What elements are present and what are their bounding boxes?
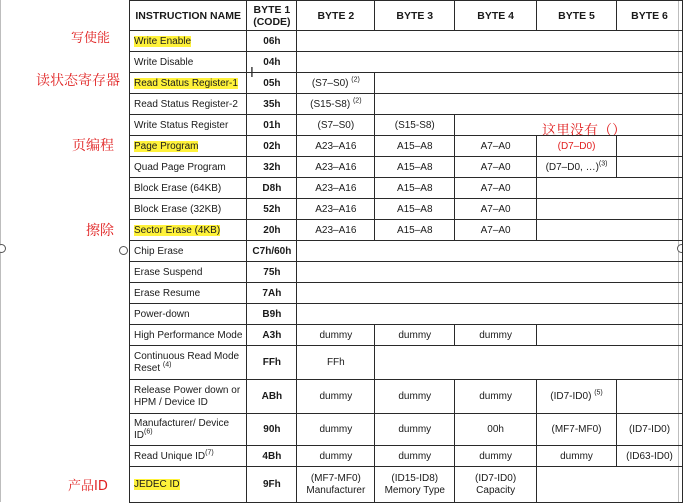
table-row [130, 283, 683, 304]
empty-byte-cell [375, 73, 683, 94]
code-cell: 90h [247, 414, 297, 446]
note-product-id: 产品ID [68, 479, 108, 494]
table-row [130, 31, 683, 52]
instruction-name-cell [130, 467, 247, 503]
instruction-name-cell [130, 346, 247, 380]
table-row [130, 325, 683, 346]
byte4-cell: dummy [455, 380, 537, 414]
instruction-name-cell [130, 136, 247, 157]
byte2-cell [297, 73, 375, 94]
table-row [130, 94, 683, 115]
byte2-cell: dummy [297, 325, 375, 346]
instruction-name-cell [130, 73, 247, 94]
byte3-cell: A15–A8 [375, 220, 455, 241]
code-cell: 4Bh [247, 446, 297, 467]
byte4-cell: A7–A0 [455, 136, 537, 157]
byte2-cell: A23–A16 [297, 199, 375, 220]
code-cell: 7Ah [247, 283, 297, 304]
byte2-cell: dummy [297, 414, 375, 446]
byte4-cell: A7–A0 [455, 178, 537, 199]
highlighted-name: Write Enable [134, 35, 192, 47]
header-row [130, 1, 683, 31]
byte3-cell: A15–A8 [375, 178, 455, 199]
instruction-name-cell: Write Disable [130, 52, 247, 73]
code-cell: 75h [247, 262, 297, 283]
table-row [130, 199, 683, 220]
code-cell: B9h [247, 304, 297, 325]
code-cell: 52h [247, 199, 297, 220]
byte3-cell: A15–A8 [375, 199, 455, 220]
table-row [130, 178, 683, 199]
resize-handle-left[interactable] [0, 244, 6, 253]
footnote-ref: (5) [594, 389, 603, 397]
byte2-cell: A23–A16 [297, 157, 375, 178]
header-byte1: BYTE 1 (CODE) [247, 1, 297, 31]
instruction-name-cell: Write Status Register [130, 115, 247, 136]
byte-value: (ID15-ID8) [391, 472, 439, 484]
instruction-name-cell [130, 446, 247, 467]
byte5-cell [537, 157, 617, 178]
instruction-name-cell: Chip Erase [130, 241, 247, 262]
byte5-cell [537, 380, 617, 414]
code-cell: C7h/60h [247, 241, 297, 262]
empty-byte-cell [455, 115, 683, 136]
table-row [130, 241, 683, 262]
byte-value: (D7–D0, …) [545, 161, 599, 173]
code-cell: 35h [247, 94, 297, 115]
table-row [130, 220, 683, 241]
table-row [130, 304, 683, 325]
header-byte4: BYTE 4 [455, 1, 537, 31]
byte3-cell [375, 467, 455, 503]
code-cell: FFh [247, 346, 297, 380]
byte6-cell: (ID7-ID0) [617, 414, 683, 446]
byte3-cell: dummy [375, 380, 455, 414]
highlighted-name: JEDEC ID [134, 479, 180, 490]
empty-byte-cell [537, 199, 683, 220]
table-row [130, 346, 683, 380]
footnote-ref: (6) [144, 428, 153, 436]
instruction-name-cell: Quad Page Program [130, 157, 247, 178]
byte6-cell [617, 157, 683, 178]
instruction-name-cell: Release Power down or HPM / Device ID [130, 380, 247, 414]
note-erase: 擦除 [86, 223, 114, 239]
byte-description: Capacity [476, 484, 516, 496]
empty-byte-cell [297, 262, 683, 283]
empty-byte-cell [297, 283, 683, 304]
instruction-name-cell [130, 31, 247, 52]
empty-byte-cell [537, 467, 683, 503]
byte2-cell [297, 467, 375, 503]
byte4-cell: 00h [455, 414, 537, 446]
empty-byte-cell [375, 94, 683, 115]
byte3-cell: A15–A8 [375, 157, 455, 178]
table-row [130, 73, 683, 94]
header-byte3: BYTE 3 [375, 1, 455, 31]
byte-value: (ID7-ID0) [550, 391, 592, 402]
instruction-name-cell: Block Erase (32KB) [130, 199, 247, 220]
byte2-cell: dummy [297, 446, 375, 467]
empty-byte-cell [297, 304, 683, 325]
byte-value: (MF7-MF0) [310, 472, 361, 484]
table-row [130, 262, 683, 283]
code-cell: 05h [247, 73, 297, 94]
instruction-name-cell: Read Status Register-2 [130, 94, 247, 115]
code-cell: D8h [247, 178, 297, 199]
note-read-status: 读状态寄存器 [36, 73, 120, 89]
byte-value: (S15-S8) [310, 98, 351, 110]
byte5-cell: dummy [537, 446, 617, 467]
byte6-cell [617, 136, 683, 157]
byte2-cell: A23–A16 [297, 220, 375, 241]
byte4-cell: dummy [455, 446, 537, 467]
byte-description: Memory Type [384, 484, 445, 496]
empty-byte-cell [375, 346, 683, 380]
footnote-ref: (3) [598, 160, 608, 168]
table-row [130, 115, 683, 136]
empty-byte-cell [537, 325, 683, 346]
byte5-cell [537, 136, 617, 157]
byte4-cell: dummy [455, 325, 537, 346]
annotated-byte-value: (D7–D0) [557, 140, 596, 152]
instruction-name-text: Manufacturer/ Device ID [134, 417, 230, 441]
text-cursor-icon: I [250, 66, 254, 81]
table-row [130, 380, 683, 414]
code-cell: ABh [247, 380, 297, 414]
byte3-cell: A15–A8 [375, 136, 455, 157]
note-page-program: 页编程 [72, 138, 114, 154]
byte4-cell: A7–A0 [455, 157, 537, 178]
highlighted-name: Read Status Register-1 [134, 77, 238, 89]
header-byte2: BYTE 2 [297, 1, 375, 31]
code-cell: 02h [247, 136, 297, 157]
instruction-name-cell: Erase Resume [130, 283, 247, 304]
code-cell: 01h [247, 115, 297, 136]
byte-value: (ID7-ID0) [475, 472, 517, 484]
byte2-cell: A23–A16 [297, 136, 375, 157]
byte3-cell: dummy [375, 446, 455, 467]
byte3-cell: dummy [375, 325, 455, 346]
byte4-cell: A7–A0 [455, 199, 537, 220]
instruction-name-cell [130, 220, 247, 241]
highlighted-name: Sector Erase (4KB) [134, 224, 221, 236]
code-cell: 04h [247, 52, 297, 73]
table-row [130, 467, 683, 503]
header-byte5: BYTE 5 [537, 1, 617, 31]
instruction-name-cell: Block Erase (64KB) [130, 178, 247, 199]
byte3-cell: dummy [375, 414, 455, 446]
byte2-cell [297, 94, 375, 115]
code-cell: 06h [247, 31, 297, 52]
table-row [130, 446, 683, 467]
code-cell: 9Fh [247, 467, 297, 503]
code-cell: 32h [247, 157, 297, 178]
table-row [130, 414, 683, 446]
header-byte6: BYTE 6 [617, 1, 683, 31]
byte2-cell: FFh [297, 346, 375, 380]
byte5-cell: (MF7-MF0) [537, 414, 617, 446]
footnote-ref: (2) [352, 97, 362, 105]
byte2-cell: (S7–S0) [297, 115, 375, 136]
instruction-table [129, 0, 683, 503]
empty-byte-cell [297, 31, 683, 52]
byte6-cell [617, 380, 683, 414]
instruction-name-cell: High Performance Mode [130, 325, 247, 346]
note-write-enable: 写使能 [71, 31, 111, 46]
instruction-name-text: Read Unique ID [134, 450, 206, 462]
footnote-ref: (4) [162, 361, 172, 369]
instruction-name-cell: Erase Suspend [130, 262, 247, 283]
instruction-name-cell [130, 414, 247, 446]
code-cell: 20h [247, 220, 297, 241]
code-cell: A3h [247, 325, 297, 346]
header-instruction-name: INSTRUCTION NAME [130, 1, 247, 31]
byte2-cell: A23–A16 [297, 178, 375, 199]
byte2-cell: dummy [297, 380, 375, 414]
byte4-cell [455, 467, 537, 503]
instruction-name-text: Continuous Read Mode Reset [134, 350, 240, 374]
footnote-ref: (2) [351, 76, 360, 84]
table-row [130, 136, 683, 157]
table-row [130, 52, 683, 73]
empty-byte-cell [297, 241, 683, 262]
byte-description: Manufacturer [306, 484, 366, 496]
note-missing-parens: 这里没有（） [542, 123, 626, 139]
instruction-name-cell: Power-down [130, 304, 247, 325]
empty-byte-cell [537, 178, 683, 199]
byte6-cell: (ID63-ID0) [617, 446, 683, 467]
table-row [130, 157, 683, 178]
resize-handle-mid[interactable] [119, 246, 128, 255]
byte3-cell: (S15-S8) [375, 115, 455, 136]
empty-byte-cell [297, 52, 683, 73]
byte-value: (S7–S0) [311, 77, 349, 89]
empty-byte-cell [537, 220, 683, 241]
byte4-cell: A7–A0 [455, 220, 537, 241]
footnote-ref: (7) [205, 449, 214, 457]
highlighted-name: Page Program [134, 140, 199, 152]
